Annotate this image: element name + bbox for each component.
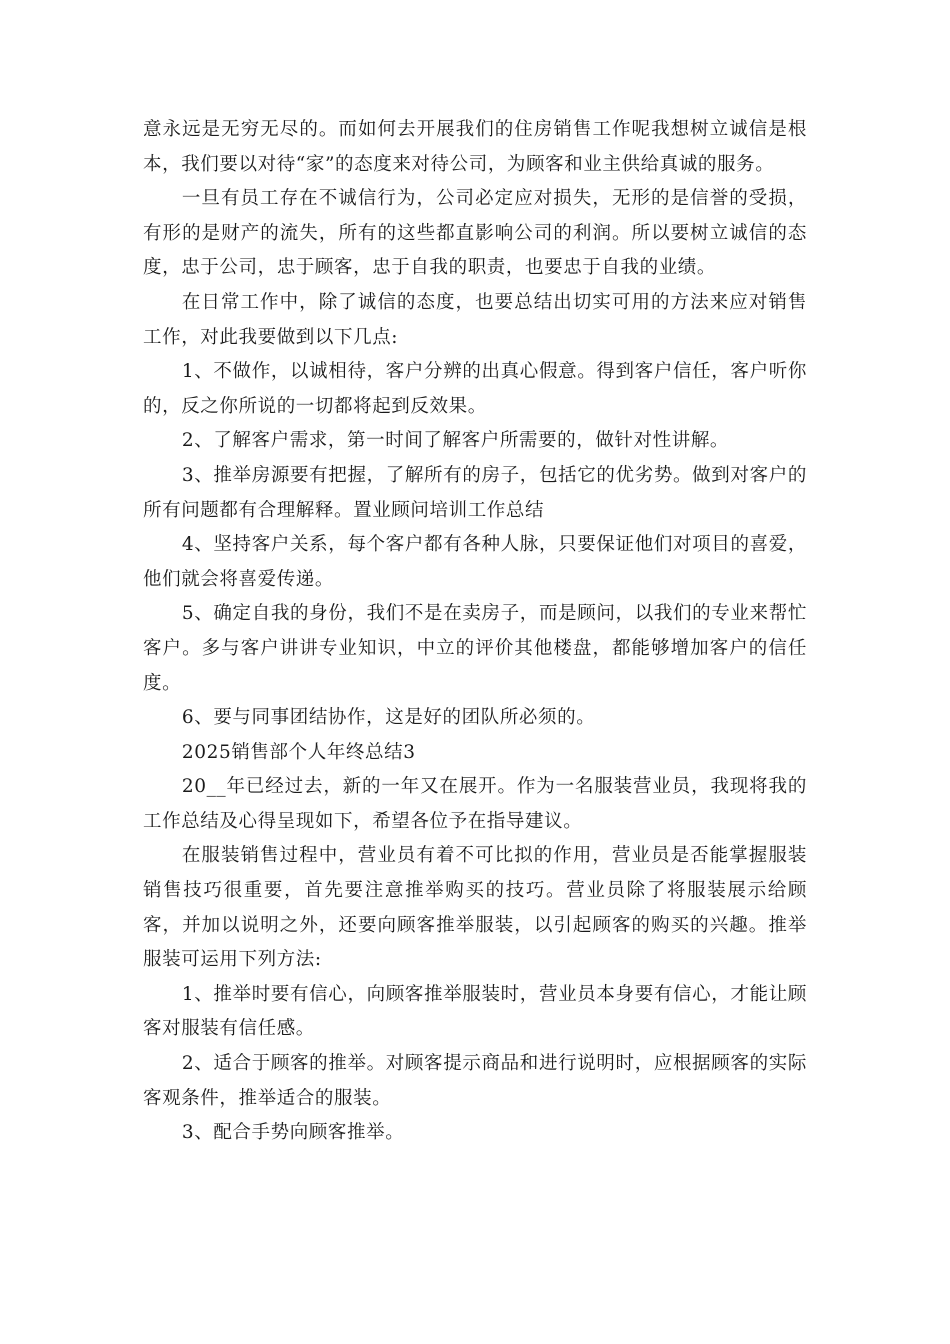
list-item: 4、坚持客户关系，每个客户都有各种人脉，只要保证他们对项目的喜爱，他们就会将喜爱传递。 xyxy=(143,534,807,590)
list-item: 1、不做作，以诚相待，客户分辨的出真心假意。得到客户信任，客户听你的，反之你所说的一切都将起到反效果。 xyxy=(143,361,807,417)
list-item: 6、要与同事团结协作，这是好的团队所必须的。 xyxy=(181,707,596,729)
list-item: 5、确定自我的身份，我们不是在卖房子，而是顾问，以我们的专业来帮忙客户。多与客户讲讲专业知识，中立的评价其他楼盘，都能够增加客户的信任度。 xyxy=(143,603,807,694)
paragraph: 意永远是无穷无尽的。而如何去开展我们的住房销售工作呢我想树立诚信是根本，我们要以对待“家”的态度来对待公司，为顾客和业主供给真诚的服务。 xyxy=(143,119,807,175)
list-item: 1、推举时要有信心，向顾客推举服装时，营业员本身要有信心，才能让顾客对服装有信任感。 xyxy=(143,983,807,1040)
list-item: 3、推举房源要有把握，了解所有的房子，包括它的优劣势。做到对客户的所有问题都有合理解释。置业顾问培训工作总结 xyxy=(143,464,807,521)
document-body xyxy=(143,113,807,1151)
list-item: 2、了解客户需求，第一时间了解客户所需要的，做针对性讲解。 xyxy=(181,430,730,452)
paragraph: 20__年已经过去，新的一年又在展开。作为一名服装营业员，我现将我的工作总结及心得呈现如下，希望各位予在指导建议。 xyxy=(143,776,807,832)
paragraph: 一旦有员工存在不诚信行为，公司必定应对损失，无形的是信誉的受损，有形的是财产的流失，所有的这些都直影响公司的利润。所以要树立诚信的态度，忠于公司，忠于顾客，忠于自我的职责，也要忠于自我的业绩。 xyxy=(143,188,807,279)
paragraph: 在服装销售过程中，营业员有着不可比拟的作用，营业员是否能掌握服装销售技巧很重要，首先要注意推举购买的技巧。营业员除了将服装展示给顾客，并加以说明之外，还要向顾客推举服装，以引起顾客的购买的兴趣。推举服装可运用下列方法: xyxy=(143,845,807,971)
list-item: 3、配合手势向顾客推举。 xyxy=(181,1122,405,1144)
list-item: 2、适合于顾客的推举。对顾客提示商品和进行说明时，应根据顾客的实际客观条件，推举适合的服装。 xyxy=(143,1053,807,1109)
paragraph: 在日常工作中，除了诚信的态度，也要总结出切实可用的方法来应对销售工作，对此我要做到以下几点: xyxy=(143,291,807,348)
section-heading: 2025销售部个人年终总结3 xyxy=(181,741,416,763)
